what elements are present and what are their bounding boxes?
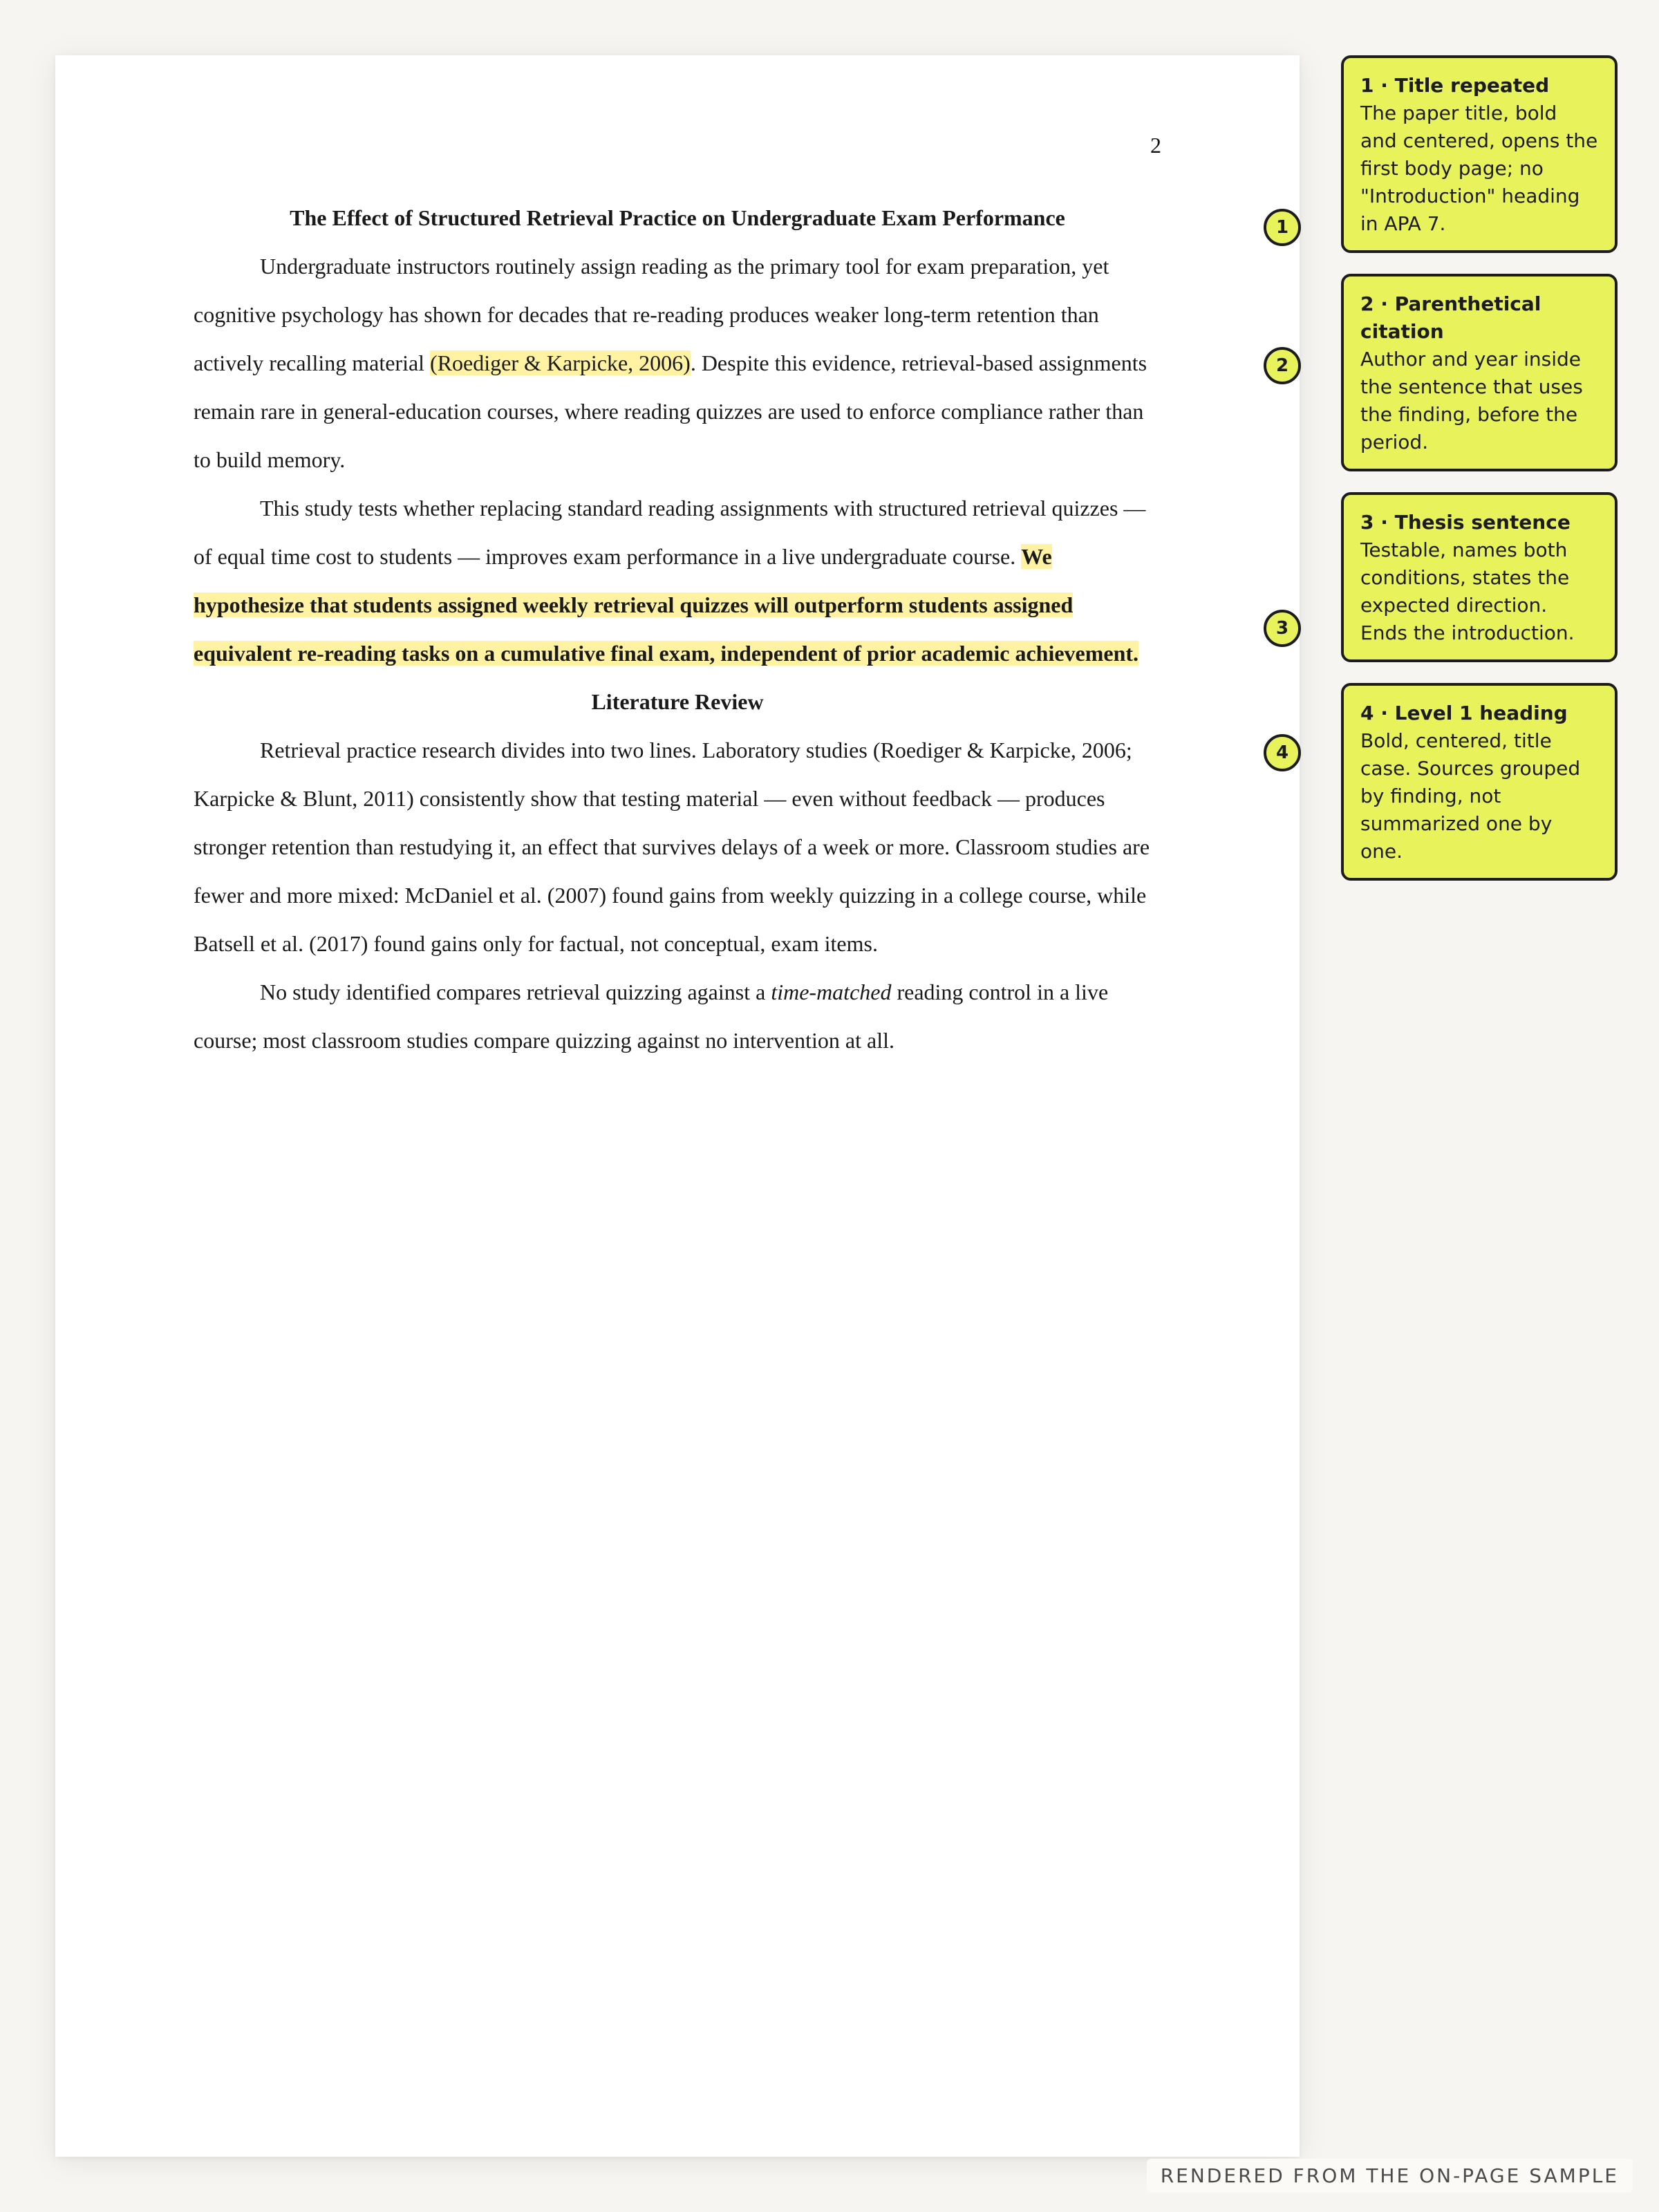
note-title: 1 · Title repeated xyxy=(1360,74,1550,97)
annotation-marker-4[interactable]: 4 xyxy=(1264,734,1301,771)
annotation-marker-1[interactable]: 1 xyxy=(1264,209,1301,246)
note-text: Author and year inside the sentence that uses the finding, before the period. xyxy=(1360,348,1583,453)
note-text: The paper title, bold and centered, opens the first body page; no "Introduction" heading in APA 7. xyxy=(1360,102,1598,235)
note-text: Testable, names both conditions, states the expected direction. Ends the introduction. xyxy=(1360,538,1575,644)
literature-review-heading: Literature Review xyxy=(591,689,764,714)
lit-p2-text-b: reading control in a live course; most classroom studies compare quizzing against no intervention at all. xyxy=(194,980,1109,1053)
lit-paragraph-2 xyxy=(194,968,1161,1065)
note-1 xyxy=(1341,55,1618,253)
intro-p1-text-b: . Despite this evidence, retrieval-based assignments remain rare in general-education courses, where reading quizzes are used to enforce compliance rather than to build memory. xyxy=(194,350,1147,472)
paper-title: The Effect of Structured Retrieval Practice on Undergraduate Exam Performance xyxy=(290,205,1065,230)
note-text: Bold, centered, title case. Sources grouped by finding, not summarized one by one. xyxy=(1360,729,1581,863)
note-title: 3 · Thesis sentence xyxy=(1360,511,1571,534)
lit-paragraph-1: Retrieval practice research divides into two lines. Laboratory studies (Roediger & Karpicke, 2006; Karpicke & Blunt, 2011) consistently show that testing material — even without feedback — produces stronger retention than restudying it, an effect that survives delays of a week or more. Classroom studies are fewer and more mixed: McDaniel et al. (2007) found gains from weekly quizzing in a college course, while Batsell et al. (2017) found gains only for factual, not conceptual, exam items. xyxy=(194,738,1150,956)
intro-p1-text-a: Undergraduate instructors routinely assign reading as the primary tool for exam preparation, yet cognitive psychology has shown for decades that re-reading produces weaker long-term retention than actively recalling material xyxy=(194,254,1109,375)
intro-paragraph-2 xyxy=(194,484,1161,677)
note-3 xyxy=(1341,492,1618,662)
note-2 xyxy=(1341,274,1618,471)
note-4 xyxy=(1341,683,1618,881)
note-title: 2 · Parenthetical citation xyxy=(1360,292,1541,343)
emphasis-time-matched: time-matched xyxy=(771,980,892,1004)
document-page xyxy=(55,55,1300,2157)
intro-p2-text-a: This study tests whether replacing standard reading assignments with structured retrieval quizzes — of equal time cost to students — improves exam performance in a live undergraduate course. xyxy=(194,496,1146,569)
note-title: 4 · Level 1 heading xyxy=(1360,702,1568,724)
lit-p2-text-a: No study identified compares retrieval quizzing against a xyxy=(260,980,771,1004)
parenthetical-citation: (Roediger & Karpicke, 2006) xyxy=(430,350,691,375)
annotation-marker-2[interactable]: 2 xyxy=(1264,347,1301,384)
annotation-marker-3[interactable]: 3 xyxy=(1264,610,1301,647)
annotation-notes xyxy=(1341,55,1618,901)
intro-paragraph-1 xyxy=(194,242,1161,484)
footer-label: RENDERED FROM THE ON-PAGE SAMPLE xyxy=(1147,2159,1633,2193)
thesis-sentence: We hypothesize that students assigned weekly retrieval quizzes will outperform students assigned equivalent re-reading tasks on a cumulative final exam, independent of prior academic achievement. xyxy=(194,544,1139,666)
document-body xyxy=(194,194,1161,1065)
page-number: 2 xyxy=(1150,133,1161,158)
